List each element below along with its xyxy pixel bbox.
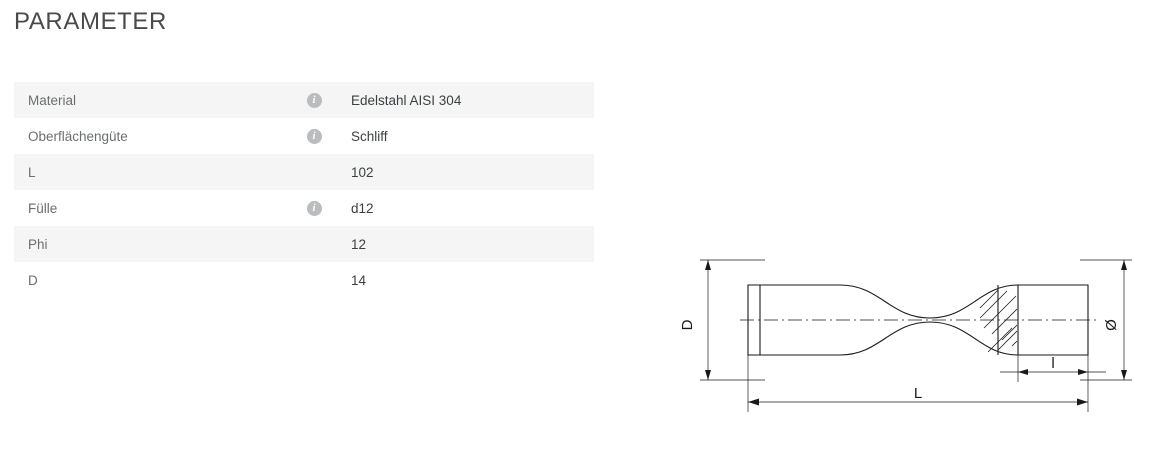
table-row <box>14 190 594 226</box>
info-icon[interactable]: i <box>307 201 322 216</box>
parameter-info-cell <box>293 262 335 298</box>
technical-drawing <box>640 230 1140 435</box>
parameter-value: Schliff <box>351 128 388 144</box>
parameter-label: Oberflächengüte <box>28 128 128 144</box>
table-row <box>14 226 594 262</box>
parameter-info-cell <box>293 82 335 118</box>
arrow-up-diameter <box>1121 260 1127 270</box>
parameter-label: Material <box>14 82 293 118</box>
page-title: PARAMETER <box>14 8 167 35</box>
parameter-label: Phi <box>14 226 293 262</box>
parameter-info-cell <box>293 226 335 262</box>
label-length-total: L <box>913 385 923 402</box>
arrow-left-L <box>1077 399 1088 406</box>
arrow-up-D <box>705 260 711 270</box>
arrow-down-D <box>705 370 711 380</box>
parameter-value: d12 <box>351 200 374 216</box>
table-row <box>14 118 594 154</box>
parameter-table <box>14 82 594 298</box>
parameter-value: Edelstahl AISI 304 <box>335 82 594 118</box>
parameter-label: Fülle <box>28 200 58 216</box>
info-icon[interactable]: i <box>307 129 322 144</box>
table-row <box>14 82 594 118</box>
parameter-info-cell <box>293 118 335 154</box>
parameter-value: 12 <box>335 226 594 262</box>
parameter-label: L <box>14 154 293 190</box>
label-diameter-left: D <box>679 319 696 331</box>
parameter-info-cell <box>293 190 335 226</box>
table-row <box>14 262 594 298</box>
info-icon[interactable]: i <box>307 93 322 108</box>
label-length-short: l <box>1051 355 1055 372</box>
label-diameter-right: Ø <box>1103 319 1120 331</box>
table-row <box>14 154 594 190</box>
parameter-label: D <box>28 272 38 288</box>
arrow-left-l <box>1078 369 1088 375</box>
arrow-right-L <box>748 399 759 406</box>
arrow-down-diameter <box>1121 370 1127 380</box>
parameter-info-cell <box>293 154 335 190</box>
drawing-canvas <box>640 230 1140 430</box>
parameter-value: 102 <box>335 154 594 190</box>
arrow-right-l <box>1018 369 1028 375</box>
parameter-value: 14 <box>351 272 367 288</box>
